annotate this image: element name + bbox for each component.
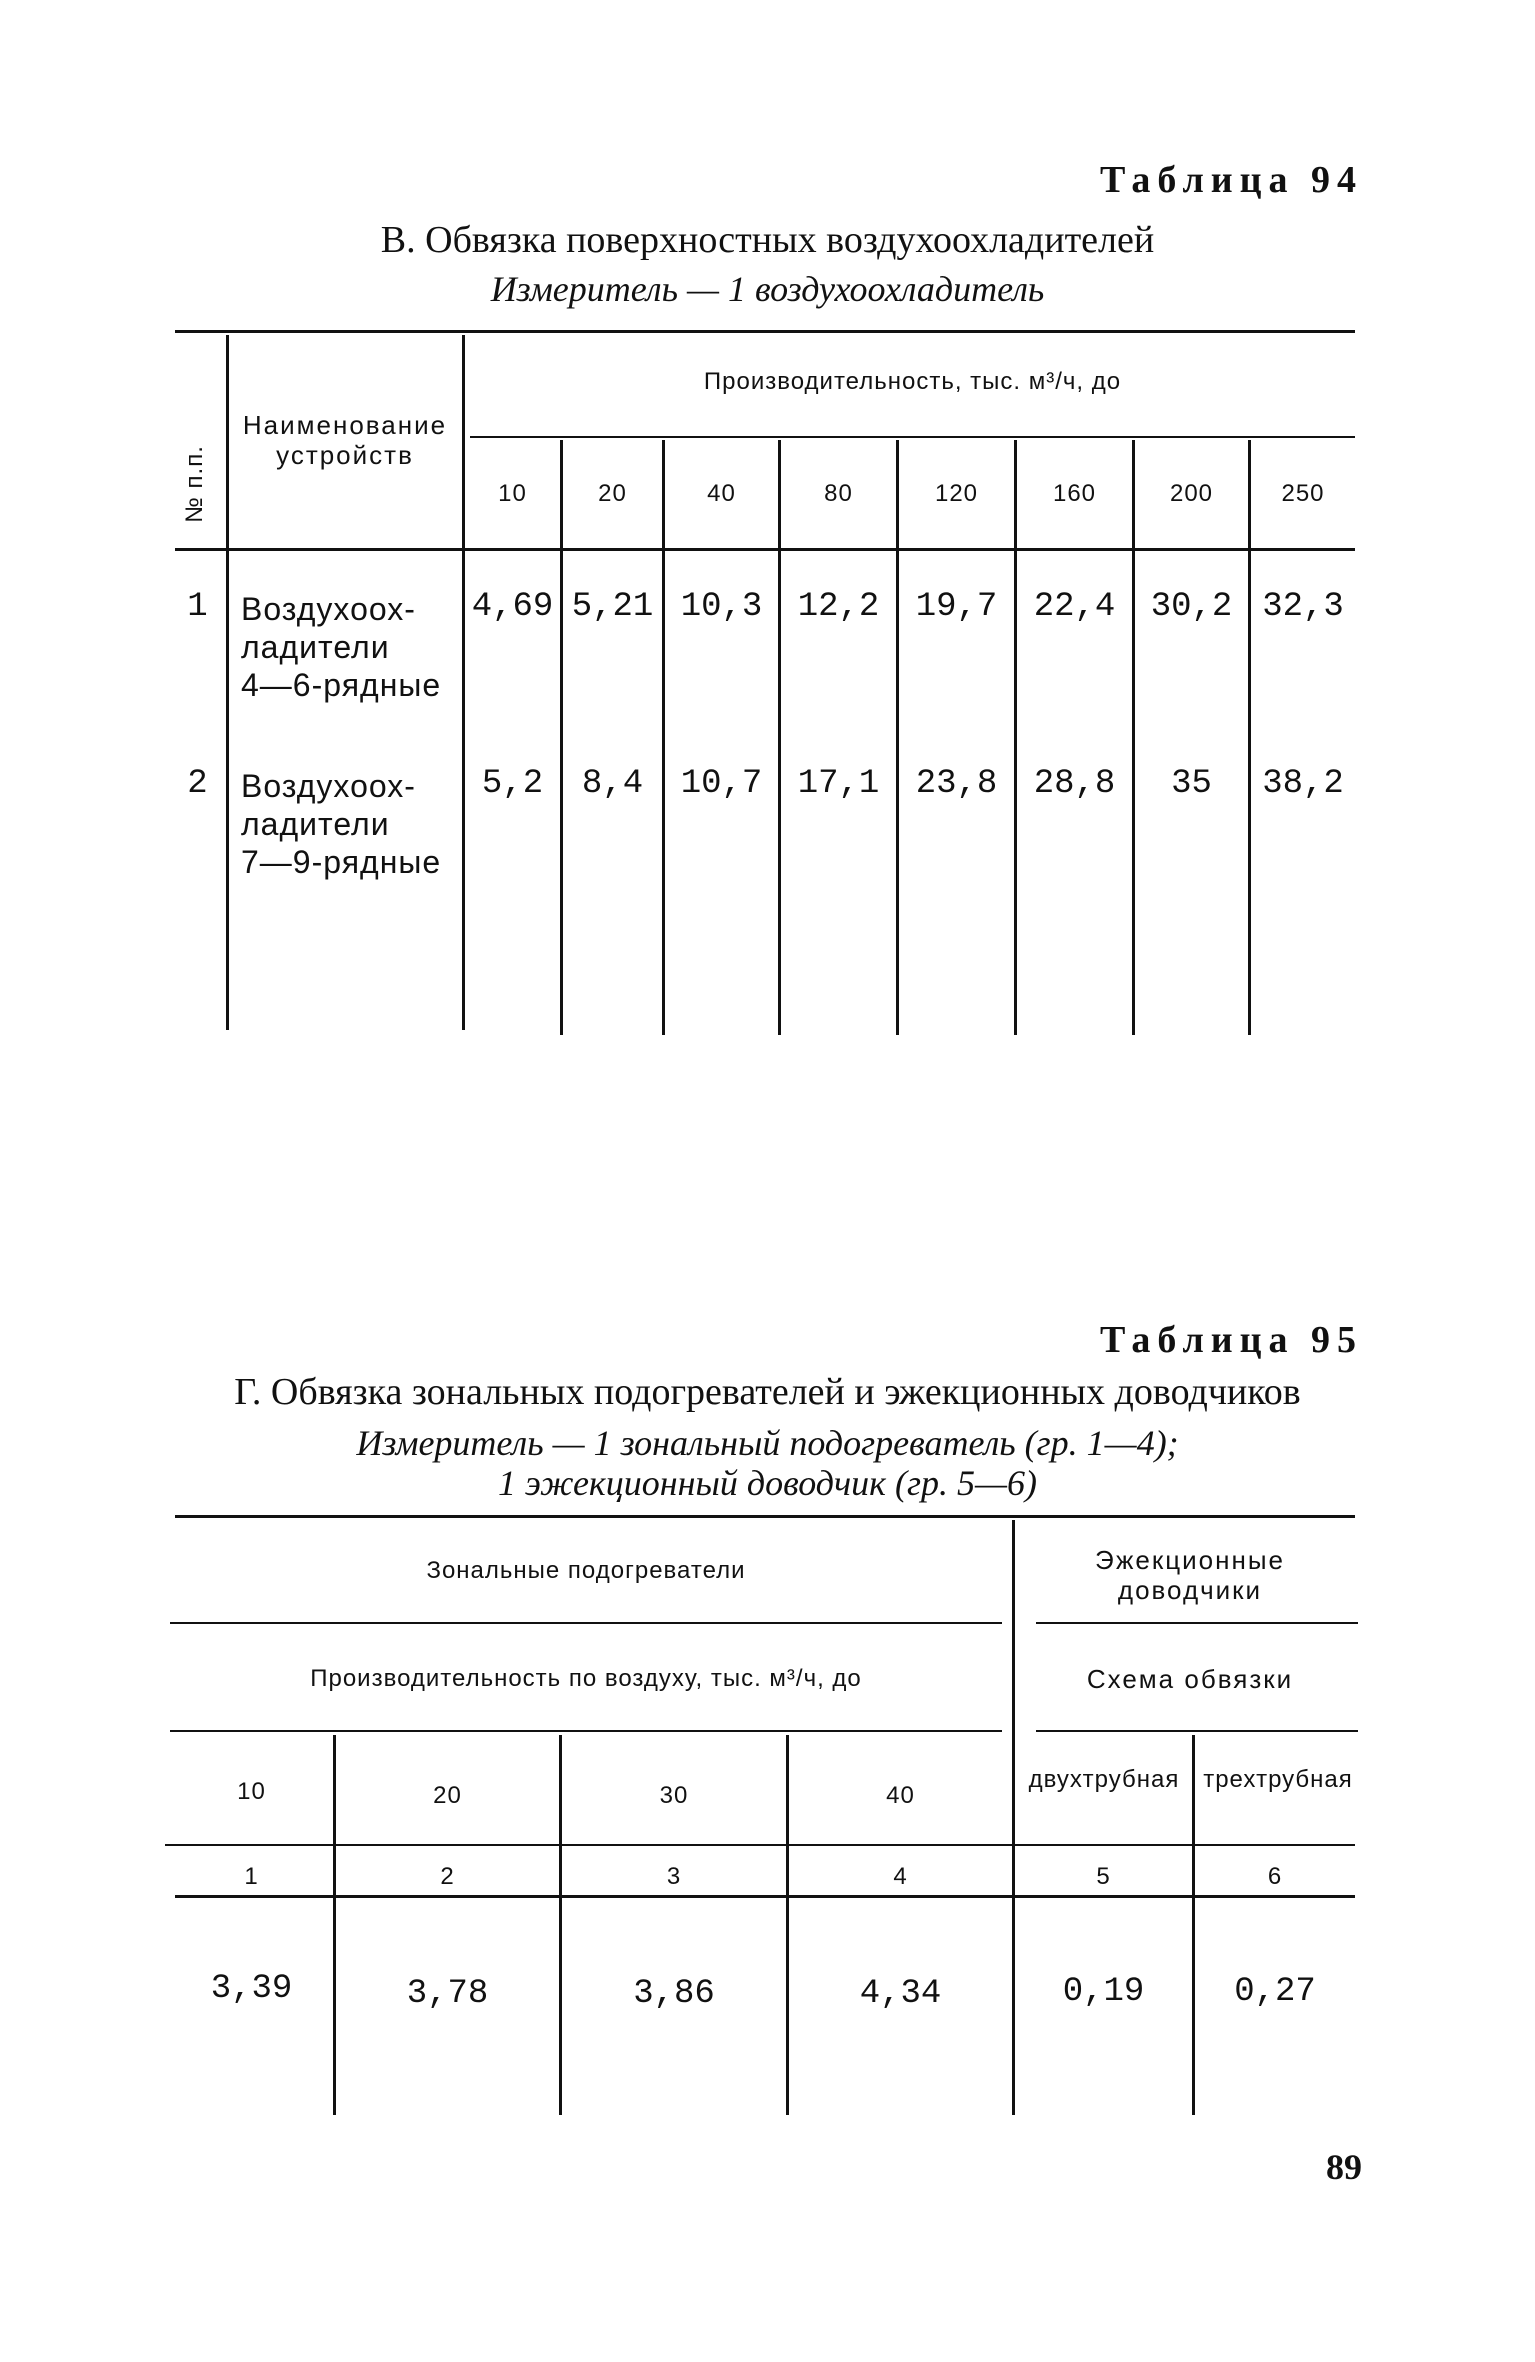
value-cell: 8,4 bbox=[581, 765, 644, 803]
table94 bbox=[0, 0, 1535, 1100]
table95-label: Таблица 95 bbox=[1100, 1319, 1364, 1361]
table94-capacity-header: 40 bbox=[707, 480, 736, 507]
value-cell: 5,21 bbox=[571, 588, 654, 626]
table94-title: В. Обвязка поверхностных воздухоохладителей bbox=[380, 219, 1155, 261]
column-number: 1 bbox=[244, 1863, 259, 1890]
column-number: 5 bbox=[1096, 1863, 1111, 1890]
ejection-group-header: Эжекционные доводчики bbox=[1095, 1545, 1285, 1605]
device-name: Воздухоох- ладители 4—6-рядные bbox=[241, 591, 442, 703]
column-number: 2 bbox=[440, 1863, 455, 1890]
value-cell: 22,4 bbox=[1033, 588, 1116, 626]
value-cell: 3,78 bbox=[406, 1975, 489, 2013]
value-cell: 12,2 bbox=[797, 588, 880, 626]
zonal-subheader: Производительность по воздуху, тыс. м³/ч, до bbox=[310, 1665, 862, 1692]
table95-subtitle-line1: Измеритель — 1 зональный подогреватель (гр. 1—4); bbox=[356, 1423, 1179, 1463]
zonal-group-header: Зональные подогреватели bbox=[426, 1557, 746, 1584]
column-header: 20 bbox=[433, 1782, 462, 1809]
value-cell: 35 bbox=[1171, 765, 1212, 803]
value-cell: 17,1 bbox=[797, 765, 880, 803]
value-cell: 30,2 bbox=[1150, 588, 1233, 626]
column-number: 6 bbox=[1267, 1863, 1283, 1890]
row-number: 1 bbox=[187, 588, 208, 626]
page-number: 89 bbox=[1326, 2147, 1362, 2187]
column-header: 40 bbox=[886, 1782, 915, 1809]
table94-label: Таблица 94 bbox=[1100, 159, 1364, 201]
table95-subtitle-line2: 1 эжекционный доводчик (гр. 5—6) bbox=[497, 1463, 1038, 1503]
table94-capacity-header: 20 bbox=[598, 480, 627, 507]
column-header: трехтрубная bbox=[1203, 1766, 1353, 1793]
column-number: 4 bbox=[893, 1863, 908, 1890]
device-name: Воздухоох- ладители 7—9-рядные bbox=[241, 768, 442, 880]
table94-capacity-header: 200 bbox=[1169, 480, 1214, 507]
value-cell: 19,7 bbox=[915, 588, 998, 626]
table94-subtitle: Измеритель — 1 воздухоохладитель bbox=[490, 269, 1045, 309]
table94-col-group-header: Производительность, тыс. м³/ч, до bbox=[703, 368, 1122, 395]
value-cell: 3,39 bbox=[210, 1970, 293, 2008]
value-cell: 10,3 bbox=[680, 588, 763, 626]
table94-col-name-header: Наименование устройств bbox=[242, 410, 448, 470]
table94-capacity-header: 250 bbox=[1281, 480, 1325, 507]
value-cell: 28,8 bbox=[1033, 765, 1116, 803]
table94-capacity-header: 160 bbox=[1052, 480, 1097, 507]
column-header: двухтрубная bbox=[1028, 1766, 1180, 1793]
value-cell: 23,8 bbox=[915, 765, 998, 803]
table94-capacity-header: 120 bbox=[934, 480, 979, 507]
value-cell: 4,69 bbox=[471, 588, 554, 626]
value-cell: 38,2 bbox=[1262, 765, 1344, 803]
value-cell: 0,19 bbox=[1062, 1973, 1145, 2011]
table94-col-num-header: № п.п. bbox=[181, 445, 208, 523]
column-header: 10 bbox=[237, 1778, 266, 1805]
value-cell: 3,86 bbox=[633, 1975, 715, 2013]
table94-capacity-header: 80 bbox=[824, 480, 853, 507]
table94-capacity-header: 10 bbox=[498, 480, 527, 507]
column-header: 30 bbox=[659, 1782, 689, 1809]
value-cell: 32,3 bbox=[1262, 588, 1344, 626]
value-cell: 0,27 bbox=[1234, 1973, 1316, 2011]
ejection-subheader: Схема обвязки bbox=[1086, 1664, 1294, 1694]
value-cell: 10,7 bbox=[680, 765, 763, 803]
value-cell: 4,34 bbox=[859, 1975, 942, 2013]
column-number: 3 bbox=[666, 1863, 682, 1890]
row-number: 2 bbox=[187, 765, 208, 803]
table95-title: Г. Обвязка зональных подогревателей и эжекционных доводчиков bbox=[234, 1371, 1301, 1413]
value-cell: 5,2 bbox=[481, 765, 544, 803]
